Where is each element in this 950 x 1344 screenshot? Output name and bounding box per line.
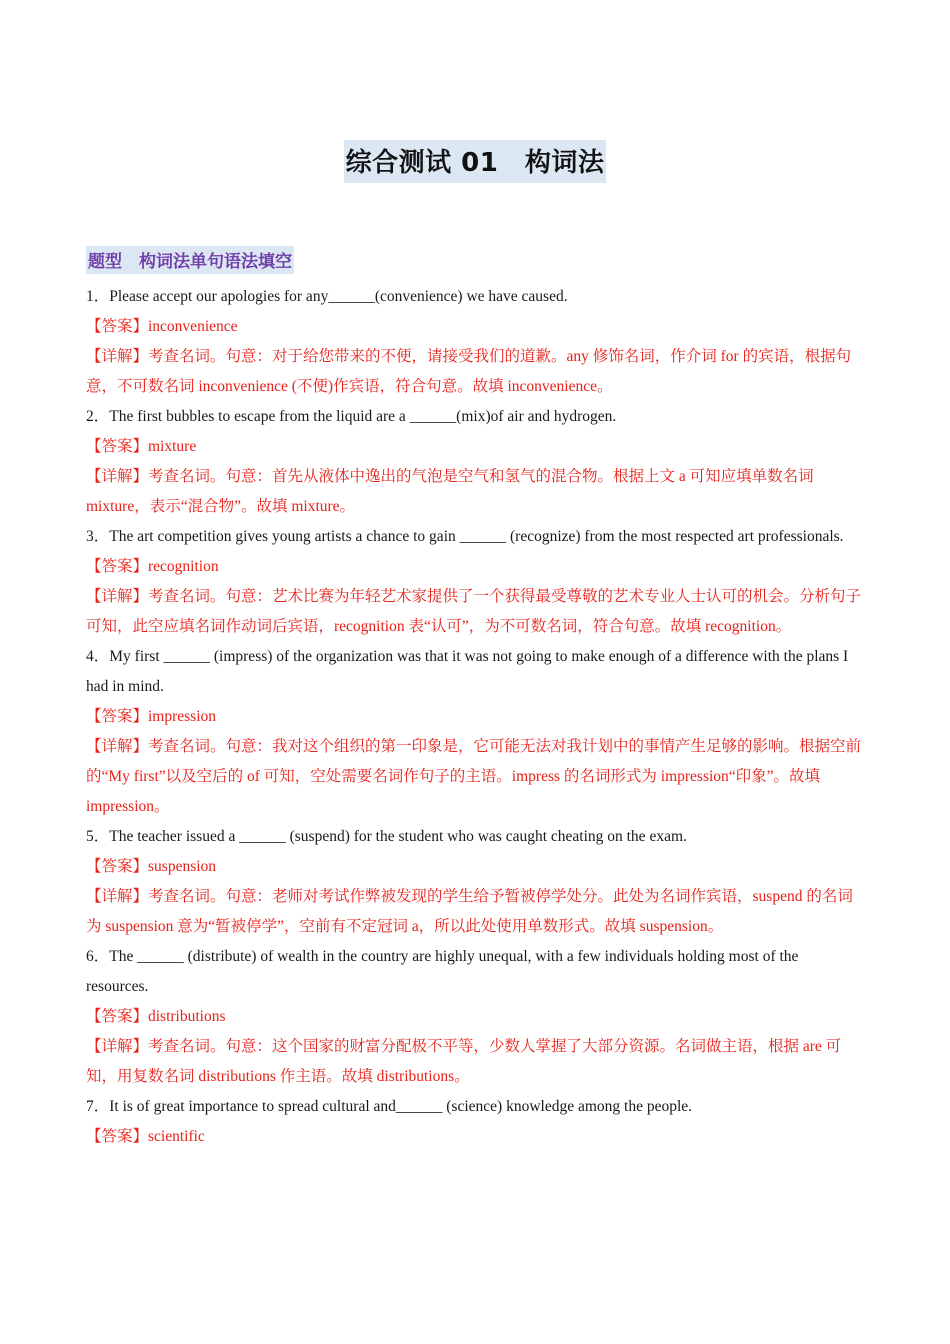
question-6: 6．The ______ (distribute) of wealth in the country are highly unequal, with a few individuals holding most of the resources. [86,948,799,995]
explanation-5: 【详解】考查名词。句意：老师对考试作弊被发现的学生给予暂被停学处分。此处为名词作宾语，suspend 的名词为 suspension 意为“暂被停学”，空前有不定冠词 a，所以此处使用单数形式。故填 suspension。 [86,888,853,935]
answer-3: 【答案】recognition [86,558,219,575]
page-title: 综合测试 01 构词法 [344,140,607,183]
question-list [86,282,864,1152]
title-wrap [0,140,950,183]
answer-5: 【答案】suspension [86,858,217,875]
answer-2: 【答案】mixture [86,438,197,455]
question-1: 1．Please accept our apologies for any______(convenience) we have caused. [86,288,568,305]
question-4: 4．My first ______ (impress) of the organization was that it was not going to make enough of a difference with the plans I had in mind. [86,648,849,695]
section-heading: 题型 构词法单句语法填空 [86,246,294,274]
question-2: 2．The first bubbles to escape from the liquid are a ______(mix)of air and hydrogen. [86,408,617,425]
answer-6: 【答案】distributions [86,1008,226,1025]
question-7: 7．It is of great importance to spread cultural and______ (science) knowledge among the people. [86,1098,693,1115]
explanation-1: 【详解】考查名词。句意：对于给您带来的不便，请接受我们的道歉。any 修饰名词，作介词 for 的宾语，根据句意，不可数名词 inconvenience (不便)作宾语，符合句意。故填 inconvenience。 [86,348,852,395]
answer-4: 【答案】impression [86,708,217,725]
question-3: 3．The art competition gives young artists a chance to gain ______ (recognize) from the most respected art professionals. [86,528,844,545]
question-5: 5．The teacher issued a ______ (suspend) for the student who was caught cheating on the exam. [86,828,687,845]
explanation-3: 【详解】考查名词。句意：艺术比赛为年轻艺术家提供了一个获得最受尊敬的艺术专业人士认可的机会。分析句子可知，此空应填名词作动词后宾语，recognition 表“认可”，为不可数名词，符合句意。故填 recognition。 [86,588,862,635]
answer-1: 【答案】inconvenience [86,318,238,335]
answer-7: 【答案】scientific [86,1128,205,1145]
explanation-6: 【详解】考查名词。句意：这个国家的财富分配极不平等，少数人掌握了大部分资源。名词做主语，根据 are 可知，用复数名词 distributions 作主语。故填 distributions。 [86,1038,842,1085]
explanation-4: 【详解】考查名词。句意：我对这个组织的第一印象是，它可能无法对我计划中的事情产生足够的影响。根据空前的“My first”以及空后的 of 可知，空处需要名词作句子的主语。impress 的名词形式为 impression“印象”。故填 impression。 [86,738,862,815]
explanation-2: 【详解】考查名词。句意：首先从液体中逸出的气泡是空气和氢气的混合物。根据上文 a 可知应填单数名词 mixture，表示“混合物”。故填 mixture。 [86,468,814,515]
